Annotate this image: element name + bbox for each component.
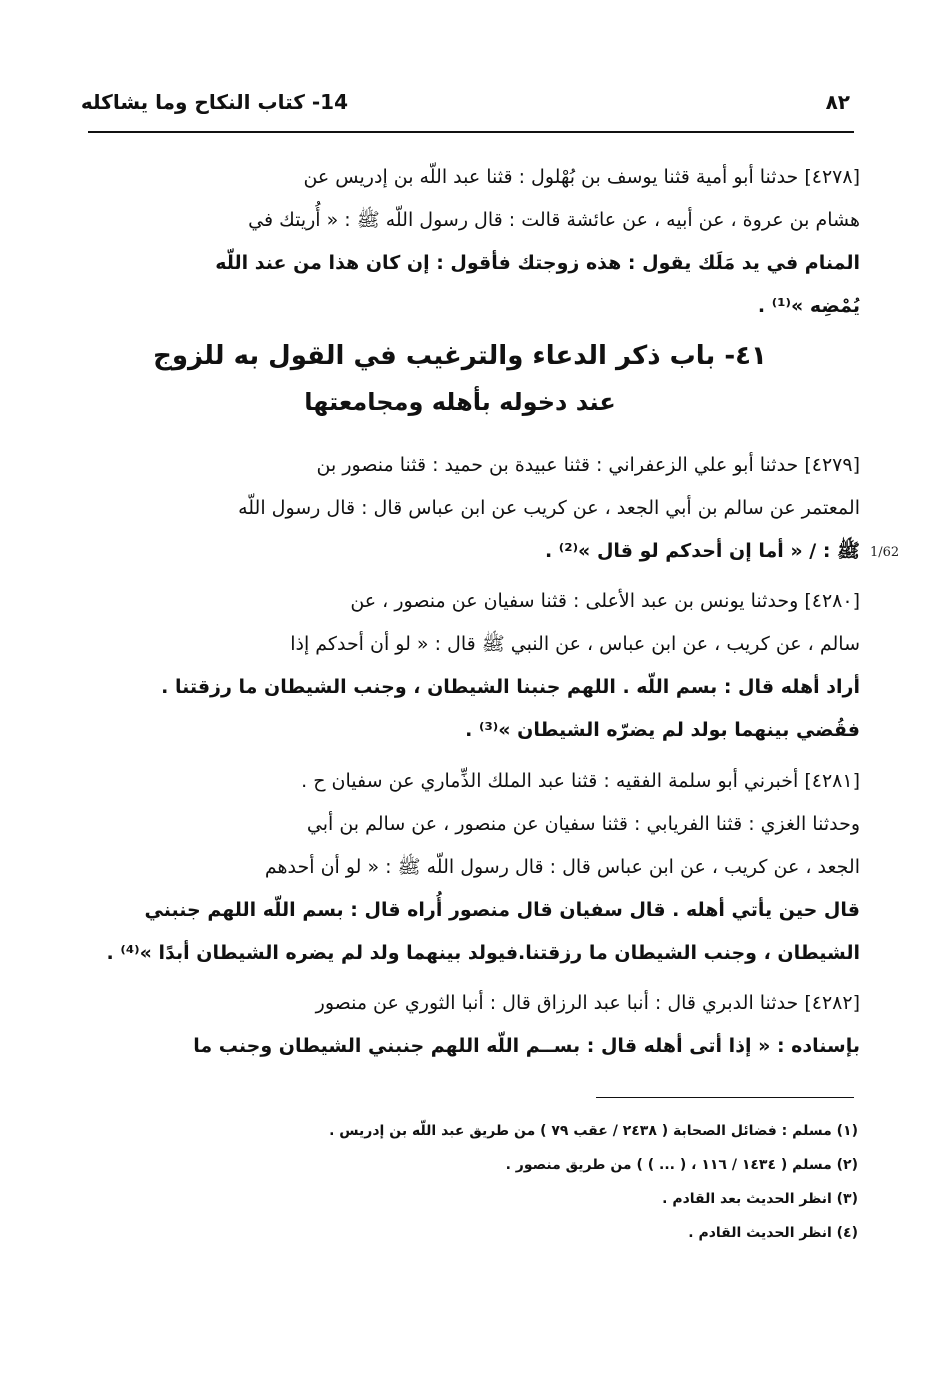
text-line: [٤٢٨٢] حدثنا الدبري قال : أنبا عبد الرزاق قال : أنبا الثوري عن منصور [315,992,860,1014]
text-line: سالم ، عن كريب ، عن ابن عباس ، عن النبي ﷺ قال : « لو أن أحدكم إذا [290,633,860,655]
page-number: ٨٢ [825,90,850,114]
footnote-1: (١) مسلم : فضائل الصحابة ( ٢٤٣٨ / عقب ٧٩ ) من طريق عبد اللّه بن إدريس . [329,1123,858,1139]
chapter-heading-line-1: ٤١- باب ذكر الدعاء والترغيب في القول به للزوج [153,341,767,371]
text-line: أراد أهله قال : بسم اللّه . اللهم جنبنا الشيطان ، وجنب الشيطان ما رزقتنا . [161,676,860,698]
chapter-heading-line-2: عند دخوله بأهله ومجامعتها [304,388,616,416]
text-line: الشيطان ، وجنب الشيطان ما رزقتنا.فيولد بينهما ولد لم يضره الشيطان أبدًا »⁽⁴⁾ . [106,942,860,964]
footnote-rule [596,1097,854,1098]
text-line: قال حين يأتي أهله . قال سفيان قال منصور أُراه قال : بسم اللّه اللهم جنبني [144,899,860,921]
hadith-4279 [60,444,860,573]
hadith-4281 [60,760,860,975]
text-line: فقُضي بينهما بولد لم يضرّه الشيطان »⁽³⁾ . [465,719,860,741]
hadith-4280 [60,580,860,752]
text-line: [٤٢٨٠] وحدثنا يونس بن عبد الأعلى : قثنا سفيان عن منصور ، عن [350,590,860,612]
hadith-4278 [60,156,860,328]
text-line: [٤٢٨١] أخبرني أبو سلمة الفقيه : قثنا عبد الملك الذِّماري عن سفيان ح . [301,770,860,792]
text-line: هشام بن عروة ، عن أبيه ، عن عائشة قالت : قال رسول اللّه ﷺ : « أُريتك في [248,209,860,231]
manuscript-folio-mark: 1/62 [870,545,900,560]
text-line: المنام في يد مَلَك يقول : هذه زوجتك فأقول : إن كان هذا من عند اللّه [215,252,860,274]
footnote-4: (٤) انظر الحديث القادم . [688,1225,858,1241]
text-line: الجعد ، عن كريب ، عن ابن عباس قال : قال رسول اللّه ﷺ : « لو أن أحدهم [264,856,860,878]
text-line: يُمْضِه »⁽¹⁾ . [757,295,860,317]
text-line: [٤٢٧٨] حدثنا أبو أمية قثنا يوسف بن بُهْلول : قثنا عبد اللّه بن إدريس عن [303,166,860,188]
text-line: ﷺ : / « أما إن أحدكم لو قال »⁽²⁾ . [544,540,860,562]
text-line: وحدثنا الغزي : قثنا الفريابي : قثنا سفيان عن منصور ، عن سالم بن أبي [306,813,860,835]
hadith-4282 [60,982,860,1068]
chapter-running-title: 14- كتاب النكاح وما يشاكله [80,90,348,114]
footnote-2: (٢) مسلم ( ١٤٣٤ / ١١٦ ، ( ... ) ) من طريق منصور . [505,1157,858,1173]
header-rule [88,131,854,133]
text-line: المعتمر عن سالم بن أبي الجعد ، عن كريب عن ابن عباس قال : قال رسول اللّه [238,497,860,519]
footnote-3: (٣) انظر الحديث بعد القادم . [662,1191,858,1207]
text-line: بإسناده : « إذا أتى أهله قال : بســم اللّه اللهم جنبني الشيطان وجنب ما [193,1035,860,1057]
text-line: [٤٢٧٩] حدثنا أبو علي الزعفراني : قثنا عبيدة بن حميد : قثنا منصور بن [316,454,860,476]
